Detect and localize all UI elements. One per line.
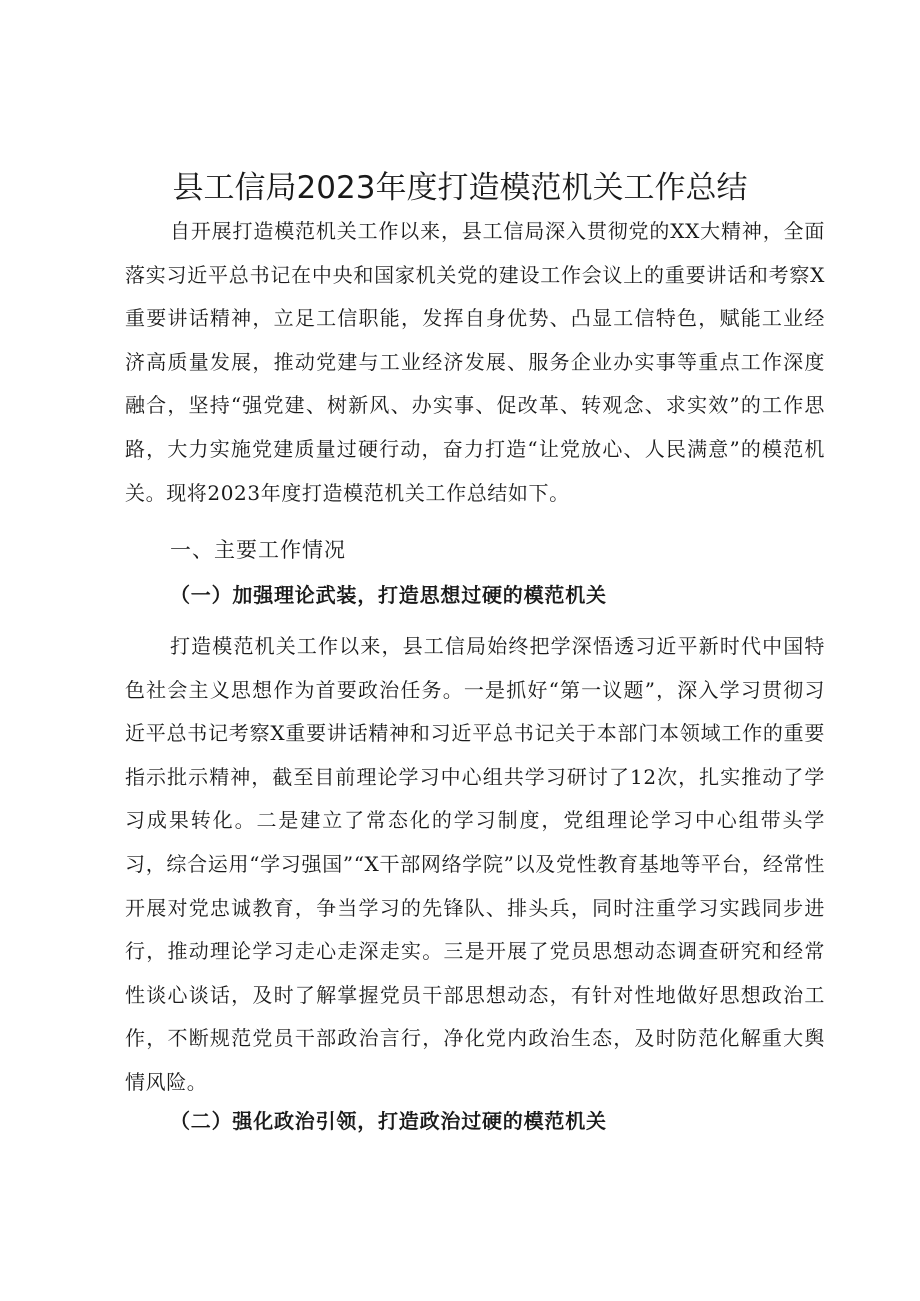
intro-paragraph: 自开展打造模范机关工作以来，县工信局深入贯彻党的XX大精神，全面落实习近平总书记在中央和国家机关党的建设工作会议上的重要讲话和考察X重要讲话精神，立足工信职能，发挥自身优势、凸显工信特色，赋能工业经济高质量发展，推动党建与工业经济发展、服务企业办实事等重点工作深度融合，坚持“强党建、树新风、办实事、促改革、转观念、求实效”的工作思路，大力实施党建质量过硬行动，奋力打造“让党放心、人民满意”的模范机关。现将2023年度打造模范机关工作总结如下。 <box>125 219 825 505</box>
subsection-heading-politics: （二）强化政治引领，打造政治过硬的模范机关 <box>170 1109 607 1133</box>
section-heading-main-work: 一、主要工作情况 <box>170 538 346 562</box>
document-title: 县工信局2023年度打造模范机关工作总结 <box>172 170 748 206</box>
subsection-heading-theory: （一）加强理论武装，打造思想过硬的模范机关 <box>170 583 607 607</box>
theory-paragraph: 打造模范机关工作以来，县工信局始终把学深悟透习近平新时代中国特色社会主义思想作为首要政治任务。一是抓好“第一议题”，深入学习贯彻习近平总书记考察X重要讲话精神和习近平总书记关于本部门本领域工作的重要指示批示精神，截至目前理论学习中心组共学习研讨了12次，扎实推动了学习成果转化。二是建立了常态化的学习制度，党组理论学习中心组带头学习，综合运用“学习强国”“X干部网络学院”以及党性教育基地等平台，经常性开展对党忠诚教育，争当学习的先锋队、排头兵，同时注重学习实践同步进行，推动理论学习走心走深走实。三是开展了党员思想动态调查研究和经常性谈心谈话，及时了解掌握党员干部思想动态，有针对性地做好思想政治工作，不断规范党员干部政治言行，净化党内政治生态，及时防范化解重大舆情风险。 <box>125 634 825 1094</box>
